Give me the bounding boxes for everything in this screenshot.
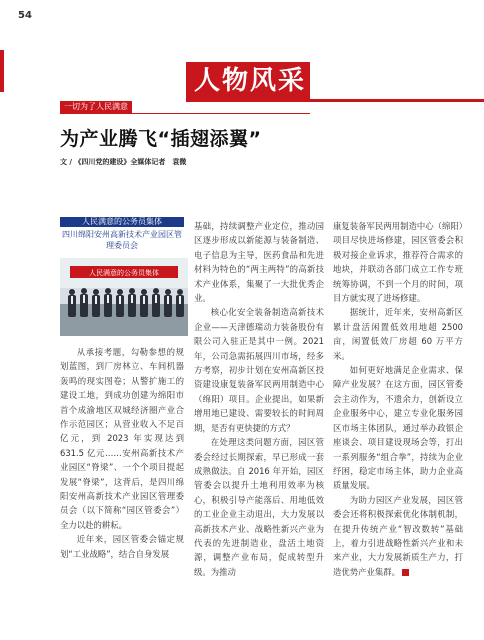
byline: 文 / 《四川党的建设》全媒体记者 袁微: [60, 158, 187, 166]
sidebar-heading: 人民满意的公务员集体: [60, 217, 184, 227]
paragraph-text: 为助力园区产业发展，园区管委会还将积极探索优化体制机制，在提升传统产业“智改数转”基础上，着力引进战略性新兴产业和未来产业，大力发展新质生产力，打造优势产业集群。: [333, 494, 463, 577]
paragraph: 如何更好地满足企业需求、保障产业发展？在这方面，园区管委会主动作为，不遗余力，创新设立企业服务中心，建立专业化服务园区市场主体团队，通过举办政银企座谈会、项目建设现场会等，打出一系列服务“组合拳”，持续为企业纾困，稳定市场主体，助力企业高质量发展。: [333, 365, 463, 491]
paragraph: 基础，持续调整产业定位，推动园区逐步形成以新能源与装备制造、电子信息为主导，医药食品和先进材料为特色的“两主两特”的高新技术产业体系，集聚了一大批优秀企业。: [194, 221, 324, 304]
sidebar-caption: 四川绵阳安州高新技术产业园区管理委员会: [62, 230, 182, 250]
photo-banner-text: 人民满意的公务员集体: [89, 269, 159, 277]
end-mark-icon: [402, 569, 409, 576]
paragraph: 从承接考题，勾勒参想的规划蓝图，到厂房林立、车间机器轰鸣的现实图卷；从警扩施工的建设工地，到成功创建为绵阳市首个成渝地区双城经济圈产业合作示范园区；从营业收入不足百亿元，到 2023 年实现达到 631.5 亿元……安州高新技术产业园区“脊梁”、一个个项目提起发展“脊梁”，这背后，是四川绵阳安州高新技术产业园区管理委员会（以下简称“园区管委会”）全力以赴的耕耘。: [60, 347, 184, 530]
column-banner: 人物风采: [193, 66, 306, 96]
page-number: 54: [18, 10, 32, 21]
section-rule: [60, 113, 310, 114]
text-column-2: [194, 219, 324, 579]
paragraph: 近年来，园区管委会锚定规划“工业战略”，结合自身发展: [60, 534, 184, 559]
group-photo: [60, 258, 188, 336]
paragraph: 据统计，近年来，安州高新区累计盘活闲置低效用地超 2500 亩，闲置低效厂房超 60 万平方米。: [333, 307, 463, 361]
banner-rule: [310, 99, 484, 102]
paragraph: 康复装备军民两用制造中心（绵阳）项目尽快进场修建，园区管委会积极对接企业诉求，推荐符合需求的地块，并联动各部门成立工作专班统筹协调，不到一个月的时间，项目方就实现了进场修建。: [333, 221, 463, 304]
left-accent-stripe: [0, 50, 4, 92]
text-column-3: [333, 219, 463, 579]
paragraph: [333, 493, 463, 579]
paragraph: 在处理这类问题方面，园区管委会经过长期探索，早已形成一套成熟做法。自 2016 年开始，园区管委会以提升土地利用效率为核心，积极引导产能落后、用地低效的工业企业主动退出，大力发展以高新技术产业、战略性新兴产业为代表的先进制造业，盘活土地资源，调整产业布局，促成转型升级。为推动: [194, 437, 324, 577]
text-column-1: [60, 345, 184, 561]
paragraph: 核心化安全装备制造高新技术企业——天津德瑞动力装备股份有限公司入驻正是其中一例。2021 年，公司急需拓展四川市场，经多方考察，初步计划在安州高新区投资建设康复装备军民两用制造中心（绵阳）项目。企业提出，如果新增用地已建设、需要较长的时间周期，是否有更快捷的方式？: [194, 307, 324, 433]
article-title: 为产业腾飞“插翅添翼”: [60, 128, 262, 150]
section-tag: 一切为了人民满意: [60, 101, 132, 113]
